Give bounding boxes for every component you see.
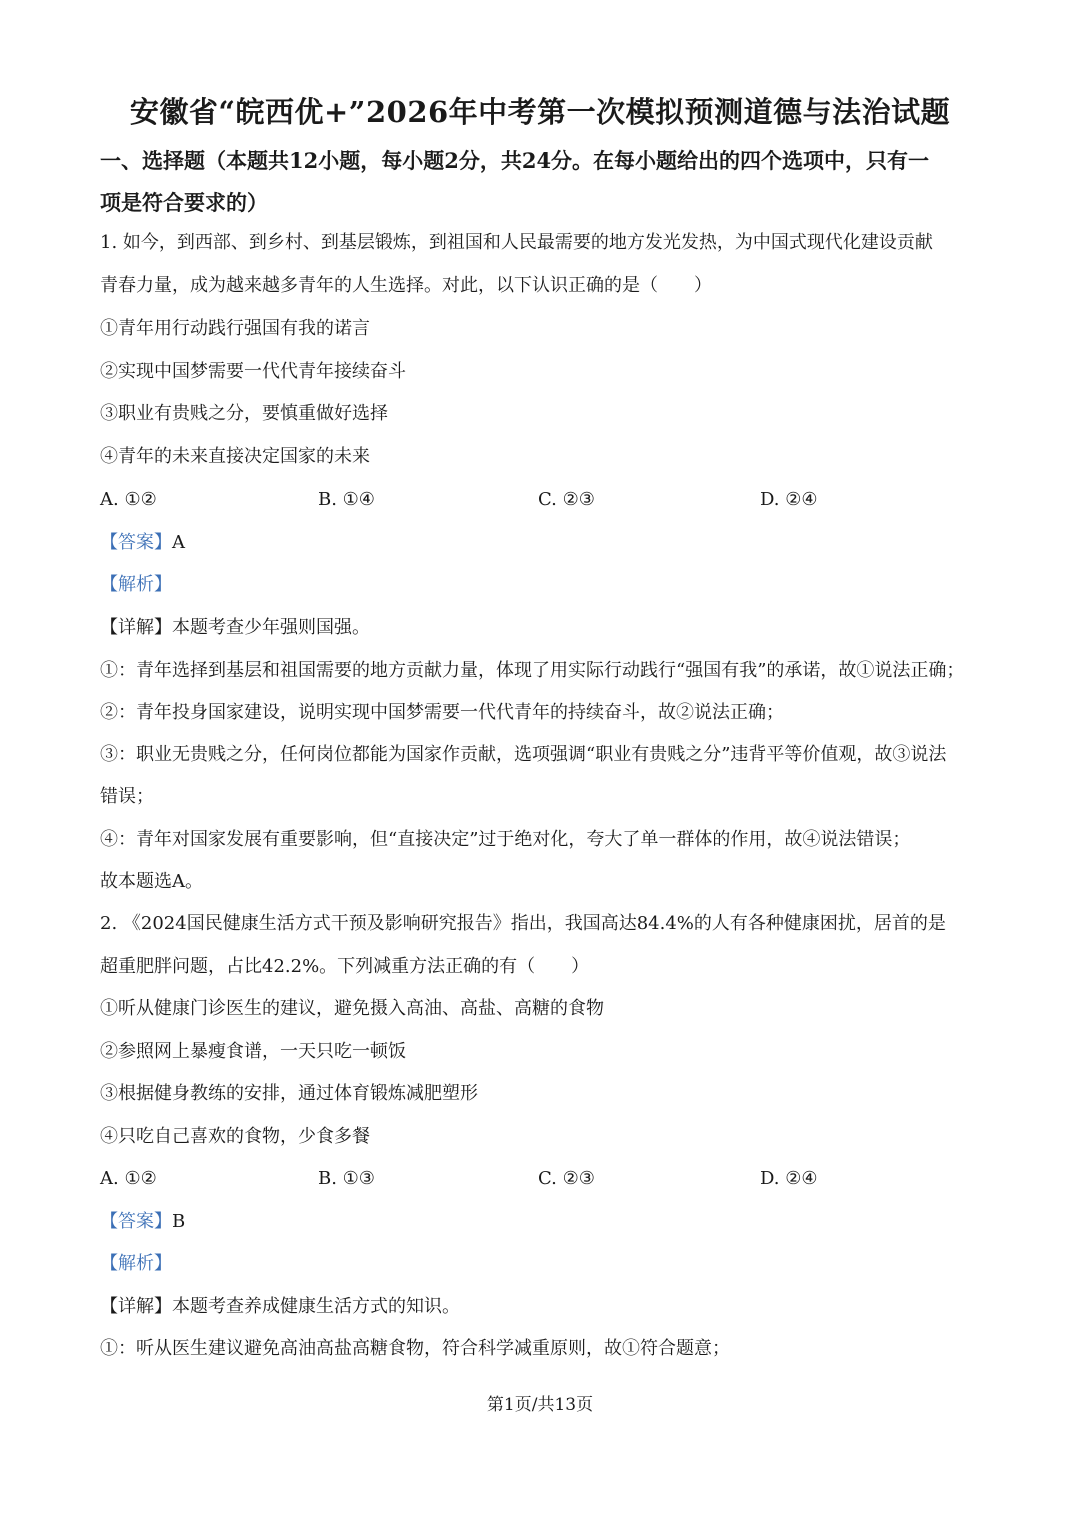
q1-item-3: ③职业有贵贱之分，要慎重做好选择 <box>100 403 388 424</box>
section-heading-line1: 一、选择题（本题共12小题，每小题2分，共24分。在每小题给出的四个选项中，只有一 <box>100 148 930 173</box>
q1-conclusion: 故本题选A。 <box>100 871 203 892</box>
q1-stem-line1: 1. 如今，到西部、到乡村、到基层锻炼，到祖国和人民最需要的地方发光发热，为中国式现代化建设贡献 <box>100 232 933 253</box>
q1-detail <box>100 615 370 641</box>
q1-explanation-3-cont: 错误； <box>100 786 154 807</box>
q1-explanation-2: ②：青年投身国家建设，说明实现中国梦需要一代代青年的持续奋斗，故②说法正确； <box>100 702 784 723</box>
page-number: 第1页/共13页 <box>486 1395 594 1415</box>
answer-tag: 【答案】 <box>100 532 172 553</box>
answer-value: A <box>172 532 185 553</box>
q1-answer <box>100 530 185 556</box>
q2-item-1: ①听从健康门诊医生的建议，避免摄入高油、高盐、高糖的食物 <box>100 998 604 1019</box>
q2-option-c: C. ②③ <box>538 1168 595 1189</box>
page-title: 安徽省“皖西优+”2026年中考第一次模拟预测道德与法治试题 <box>129 95 951 129</box>
detail-intro: 本题考查少年强则国强。 <box>172 617 370 638</box>
q1-item-4: ④青年的未来直接决定国家的未来 <box>100 446 370 467</box>
q2-option-b: B. ①③ <box>318 1168 375 1189</box>
q2-item-2: ②参照网上暴瘦食谱，一天只吃一顿饭 <box>100 1041 406 1062</box>
detail-intro: 本题考查养成健康生活方式的知识。 <box>172 1296 460 1317</box>
q1-option-b: B. ①④ <box>318 489 375 510</box>
q1-option-a: A. ①② <box>100 489 157 510</box>
q2-option-a: A. ①② <box>100 1168 157 1189</box>
answer-tag: 【答案】 <box>100 1211 172 1232</box>
section-heading <box>100 140 1000 224</box>
q2-stem-line2: 超重肥胖问题，占比42.2%。下列减重方法正确的有（ ） <box>100 956 590 977</box>
q2-answer <box>100 1209 185 1235</box>
detail-tag: 【详解】 <box>100 1296 172 1317</box>
detail-tag: 【详解】 <box>100 617 172 638</box>
q2-explanation-1: ①：听从医生建议避免高油高盐高糖食物，符合科学减重原则，故①符合题意； <box>100 1338 730 1359</box>
section-heading-line2: 项是符合要求的） <box>100 190 268 215</box>
q2-stem-line1: 2. 《2024国民健康生活方式干预及影响研究报告》指出，我国高达84.4%的人有各种健康困扰，居首的是 <box>100 913 946 934</box>
q2-detail <box>100 1294 460 1320</box>
q1-option-d: D. ②④ <box>760 489 818 510</box>
q2-option-d: D. ②④ <box>760 1168 818 1189</box>
q1-stem-line2: 青春力量，成为越来越多青年的人生选择。对此，以下认识正确的是（ ） <box>100 275 712 296</box>
q1-analysis-tag: 【解析】 <box>100 574 172 595</box>
answer-value: B <box>172 1211 186 1232</box>
q1-explanation-1: ①：青年选择到基层和祖国需要的地方贡献力量，体现了用实际行动践行“强国有我”的承诺，故①说法正确； <box>100 660 965 681</box>
q1-option-c: C. ②③ <box>538 489 595 510</box>
q1-item-2: ②实现中国梦需要一代代青年接续奋斗 <box>100 361 406 382</box>
q2-item-4: ④只吃自己喜欢的食物，少食多餐 <box>100 1126 370 1147</box>
q2-item-3: ③根据健身教练的安排，通过体育锻炼减肥塑形 <box>100 1083 478 1104</box>
q2-analysis-tag: 【解析】 <box>100 1253 172 1274</box>
q1-explanation-4: ④：青年对国家发展有重要影响，但“直接决定”过于绝对化，夸大了单一群体的作用，故④说法错误； <box>100 829 911 850</box>
q1-item-1: ①青年用行动践行强国有我的诺言 <box>100 318 370 339</box>
q1-explanation-3: ③：职业无贵贱之分，任何岗位都能为国家作贡献，选项强调“职业有贵贱之分”违背平等价值观，故③说法 <box>100 744 947 765</box>
